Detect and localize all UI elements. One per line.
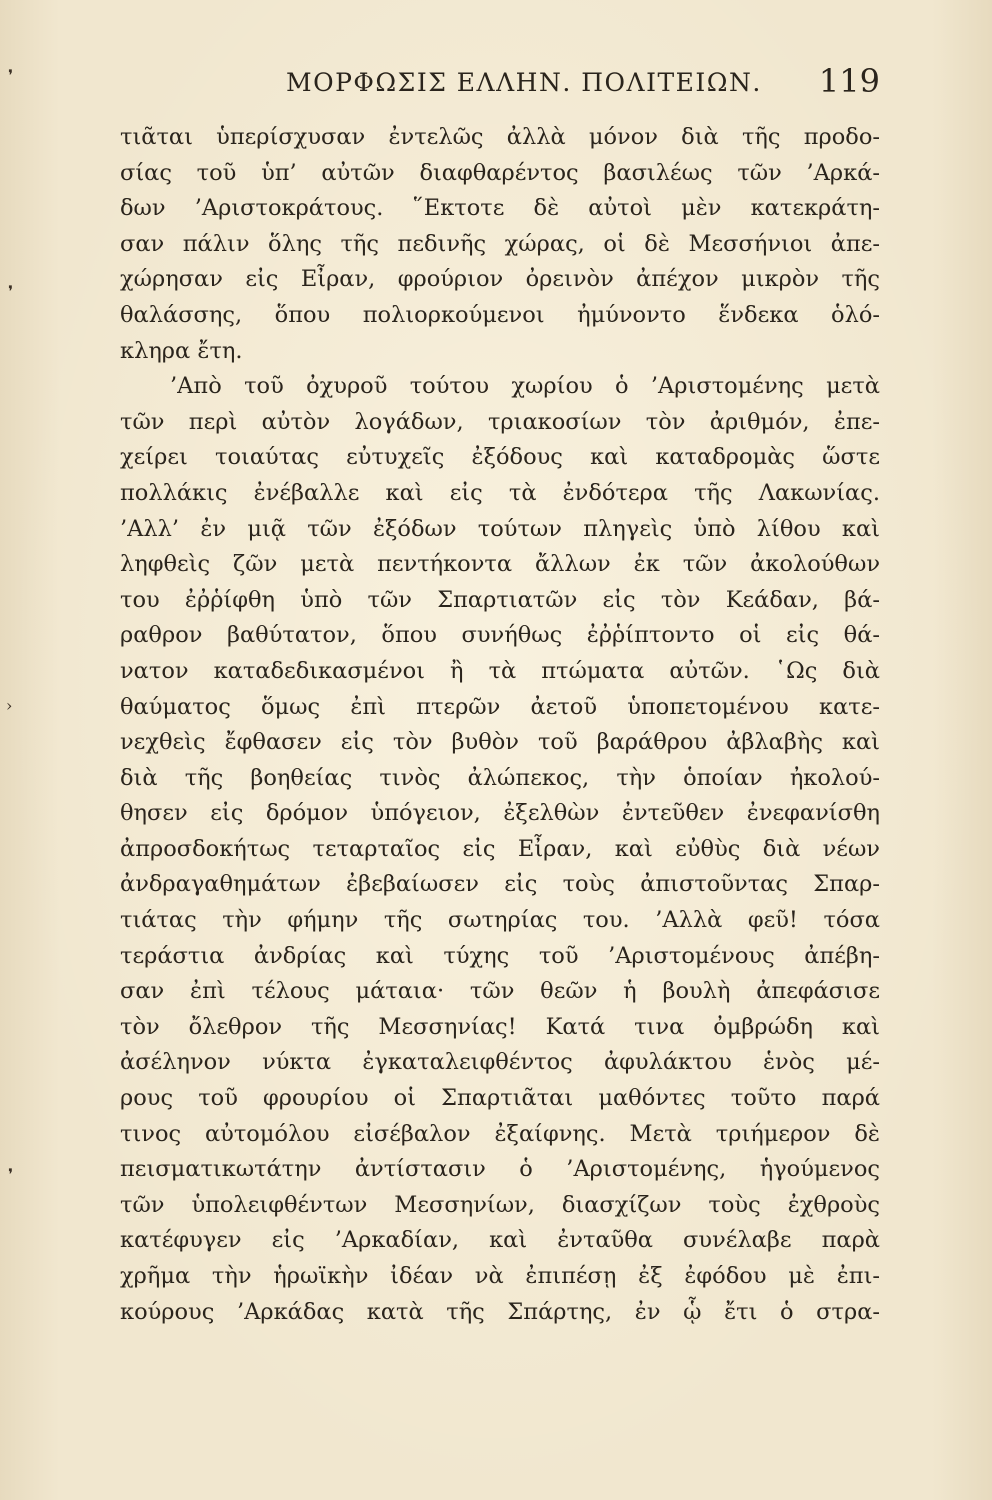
- text-line: τὸν ὄλεθρον τῆς Μεσσηνίας! Κατά τινα ὀμβρώδη καὶ: [120, 1013, 880, 1040]
- text-line: ληφθεὶς ζῶν μετὰ πεντήκοντα ἄλλων ἐκ τῶν ἀκολούθων: [120, 551, 880, 578]
- text-line: νατον καταδεδικασμένοι ἢ τὰ πτώματα αὐτῶν. ῾Ως διὰ: [120, 657, 880, 684]
- text-line: σαν ἐπὶ τέλους μάταια· τῶν θεῶν ἡ βουλὴ ἀπεφάσισε: [120, 978, 880, 1005]
- text-line: θαύματος ὅμως ἐπὶ πτερῶν ἀετοῦ ὑποπετομένου κατε-: [120, 693, 880, 720]
- text-line: πολλάκις ἐνέβαλλε καὶ εἰς τὰ ἐνδότερα τῆς Λακωνίας.: [120, 479, 880, 506]
- text-line: τεράστια ἀνδρίας καὶ τύχης τοῦ ’Αριστομένους ἀπέβη-: [120, 942, 880, 969]
- text-line: ραθρον βαθύτατον, ὅπου συνήθως ἐῤῥίπτοντο οἱ εἰς θά-: [120, 622, 880, 649]
- page-number: 119: [818, 62, 880, 100]
- text-line: κατέφυγεν εἰς ’Αρκαδίαν, καὶ ἐνταῦθα συνέλαβε παρὰ: [120, 1227, 880, 1254]
- text-line: ’Αλλ’ ἐν μιᾷ τῶν ἐξόδων τούτων πληγεὶς ὑπὸ λίθου καὶ: [120, 515, 880, 542]
- text-line: τιάτας τὴν φήμην τῆς σωτηρίας του. ’Αλλὰ φεῦ! τόσα: [120, 907, 880, 934]
- margin-mark: ❜: [8, 66, 14, 85]
- text-line: τινος αὐτομόλου εἰσέβαλον ἐξαίφνης. Μετὰ τριήμερον δὲ: [120, 1120, 880, 1147]
- text-line: σίας τοῦ ὑπ’ αὐτῶν διαφθαρέντος βασιλέως τῶν ’Αρκά-: [120, 159, 880, 186]
- text-line: τῶν περὶ αὐτὸν λογάδων, τριακοσίων τὸν ἀριθμόν, ἐπε-: [120, 408, 880, 435]
- text-line: ρους τοῦ φρουρίου οἱ Σπαρτιᾶται μαθόντες τοῦτο παρά: [120, 1085, 880, 1112]
- text-line: πεισματικωτάτην ἀντίστασιν ὁ ’Αριστομένης, ἡγούμενος: [120, 1156, 880, 1183]
- text-line: δων ’Αριστοκράτους. ῞Εκτοτε δὲ αὐτοὶ μὲν κατεκράτη-: [120, 195, 880, 222]
- running-title: ΜΟΡΦΩΣΙΣ ΕΛΛΗΝ. ΠΟΛΙΤΕΙΩΝ.: [286, 68, 762, 97]
- text-line: νεχθεὶς ἔφθασεν εἰς τὸν βυθὸν τοῦ βαράθρου ἀβλαβὴς καὶ: [120, 729, 880, 756]
- page-header: [120, 62, 880, 106]
- paragraph-start-line: ’Απὸ τοῦ ὀχυροῦ τούτου χωρίου ὁ ’Αριστομένης μετὰ: [170, 373, 880, 400]
- text-line: ἀνδραγαθημάτων ἐβεβαίωσεν εἰς τοὺς ἀπιστοῦντας Σπαρ-: [120, 871, 880, 898]
- text-line: κληρα ἔτη.: [120, 337, 243, 364]
- text-line: θαλάσσης, ὅπου πολιορκούμενοι ἠμύνοντο ἕνδεκα ὁλό-: [120, 301, 880, 328]
- margin-mark: ❜: [8, 1165, 14, 1184]
- body-text: [120, 120, 880, 1330]
- text-line: ἀπροσδοκήτως τεταρταῖος εἰς Εἶραν, καὶ εὐθὺς διὰ νέων: [120, 835, 880, 862]
- text-line: σαν πάλιν ὅλης τῆς πεδινῆς χώρας, οἱ δὲ Μεσσήνιοι ἀπε-: [120, 230, 880, 257]
- text-line: κούρους ’Αρκάδας κατὰ τῆς Σπάρτης, ἐν ᾧ ἔτι ὁ στρα-: [120, 1298, 880, 1325]
- text-line: ἀσέληνον νύκτα ἐγκαταλειφθέντος ἀφυλάκτου ἑνὸς μέ-: [120, 1049, 880, 1076]
- text-line: χρῆμα τὴν ἡρωϊκὴν ἰδέαν νὰ ἐπιπέσῃ ἐξ ἐφόδου μὲ ἐπι-: [120, 1263, 880, 1289]
- margin-mark: ›: [6, 696, 13, 715]
- text-line: χώρησαν εἰς Εἶραν, φρούριον ὀρεινὸν ἀπέχον μικρὸν τῆς: [120, 266, 880, 293]
- text-line: τῶν ὑπολειφθέντων Μεσσηνίων, διασχίζων τοὺς ἐχθροὺς: [120, 1191, 880, 1218]
- margin-mark: ❜: [8, 282, 14, 301]
- text-line: τιᾶται ὑπερίσχυσαν ἐντελῶς ἀλλὰ μόνον διὰ τῆς προδο-: [120, 124, 880, 150]
- text-line: θησεν εἰς δρόμον ὑπόγειον, ἐξελθὼν ἐντεῦθεν ἐνεφανίσθη: [120, 800, 880, 827]
- text-line: χείρει τοιαύτας εὐτυχεῖς ἐξόδους καὶ καταδρομὰς ὥστε: [120, 444, 880, 471]
- text-line: του ἐῤῥίφθη ὑπὸ τῶν Σπαρτιατῶν εἰς τὸν Κεάδαν, βά-: [120, 586, 880, 613]
- text-line: διὰ τῆς βοηθείας τινὸς ἀλώπεκος, τὴν ὁποίαν ἠκολού-: [120, 764, 880, 791]
